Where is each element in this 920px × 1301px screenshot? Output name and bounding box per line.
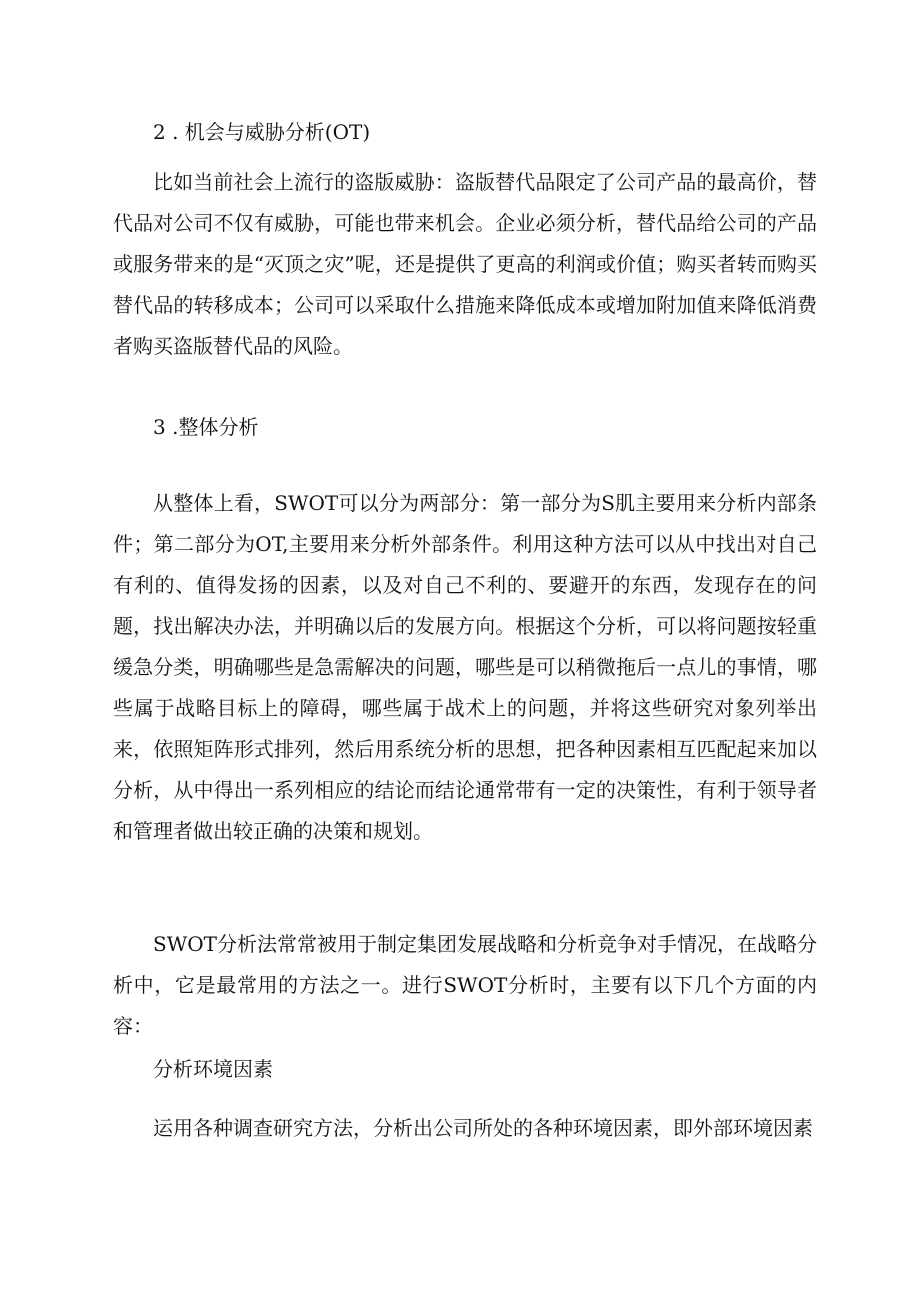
paragraph-overall: 从整体上看，SWOT可以分为两部分：第一部分为S肌主要用来分析内部条件；第二部分为OT,主要用来分析外部条件。利用这种方法可以从中找出对自己有利的、值得发扬的因素，以及对自己不利的、要避开的东西，发现存在的问题，找出解决办法，并明确以后的发展方向。根据这个分析，可以将问题按轻重缓急分类，明确哪些是急需解决的问题，哪些是可以稍微拖后一点儿的事情，哪些属于战略目标上的障碍，哪些属于战术上的问题，并将这些研究对象列举出来，依照矩阵形式排列，然后用系统分析的思想，把各种因素相互匹配起来加以分析，从中得出一系列相应的结论而结论通常带有一定的决策性，有利于领导者和管理者做出较正确的决策和规划。 [113, 491, 817, 843]
paragraph-swot: SWOT分析法常常被用于制定集团发展战略和分析竞争对手情况，在战略分析中，它是最常用的方法之一。进行SWOT分析时，主要有以下几个方面的内容： [113, 932, 817, 1038]
paragraph-environment: 运用各种调查研究方法，分析出公司所处的各种环境因素，即外部环境因素 [153, 1116, 813, 1140]
section-heading-ot: 2 . 机会与威胁分析(OT) [153, 120, 371, 144]
section-heading-environment: 分析环境因素 [153, 1057, 273, 1081]
section-heading-overall: 3 .整体分析 [153, 415, 259, 439]
paragraph-ot: 比如当前社会上流行的盗版威胁：盗版替代品限定了公司产品的最高价，替代品对公司不仅有威胁，可能也带来机会。企业必须分析，替代品给公司的产品或服务带来的是“灭顶之灾”呢，还是提供了更高的利润或价值；购买者转而购买替代品的转移成本；公司可以采取什么措施来降低成本或增加附加值来降低消费者购买盗版替代品的风险。 [113, 170, 817, 358]
